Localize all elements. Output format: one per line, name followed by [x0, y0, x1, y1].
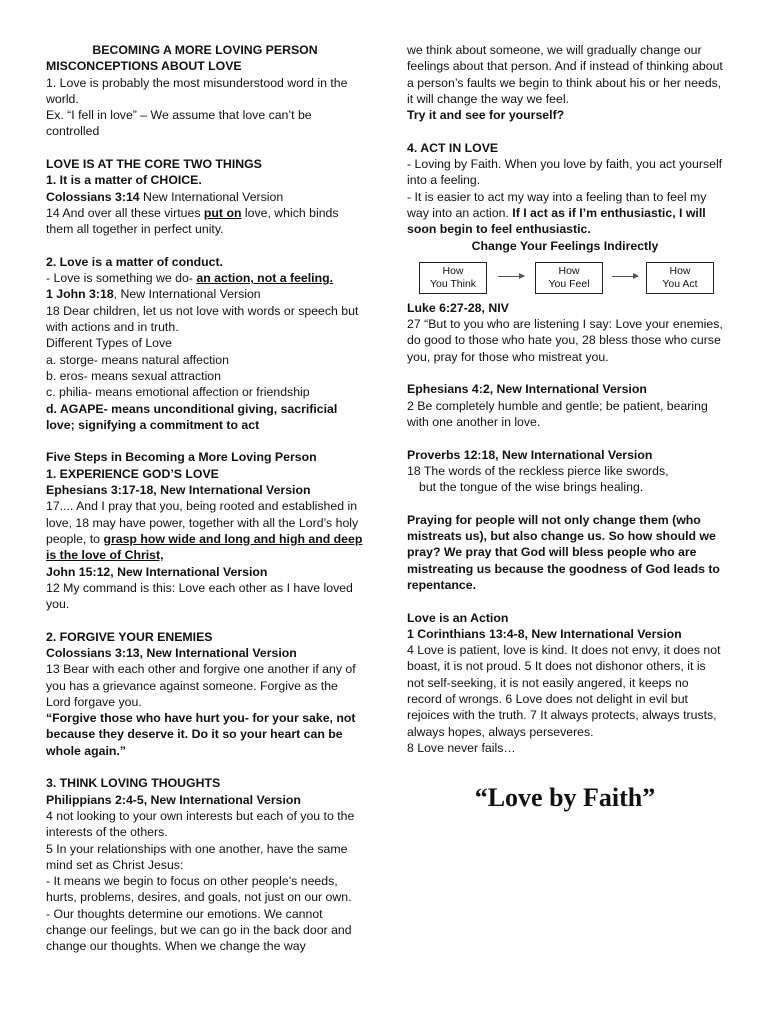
closing-title: “Love by Faith” — [474, 783, 656, 813]
love-action-heading: Love is an Action — [407, 610, 509, 625]
misconceptions-heading: MISCONCEPTIONS ABOUT LOVE — [46, 59, 242, 74]
praying-paragraph: Praying for people will not only change them (who mistreats us), but also change us. So how should we pray? We pray that God will bless people who are mistreating us because the goodness of God leads to repentance. — [407, 512, 720, 592]
five-steps-heading: Five Steps in Becoming a More Loving Person — [46, 450, 317, 465]
document-title: BECOMING A MORE LOVING PERSON — [92, 43, 318, 57]
verse-underline: grasp how wide and long and high and deep is the love of Christ, — [46, 531, 363, 563]
flow-arrow-right-icon — [612, 276, 638, 277]
try-it-line: Try it and see for yourself? — [407, 108, 565, 123]
conduct-heading: 2. Love is a matter of conduct. — [46, 254, 223, 269]
colossians-314-ref: Colossians 3:14 — [46, 189, 140, 204]
colossians-314-version: New International Version — [139, 189, 284, 204]
flow-box-act — [646, 262, 714, 294]
john-318-ref: 1 John 3:18 — [46, 287, 114, 302]
verse-underline: put on — [203, 205, 242, 220]
colossians-314-verse — [46, 205, 364, 238]
proverbs-line-2: but the tongue of the wise brings healing. — [419, 480, 644, 495]
flow-box-text: You Think — [429, 278, 477, 291]
step-2-heading: 2. FORGIVE YOUR ENEMIES — [46, 629, 213, 644]
corinthians-reference: 1 Corinthians 13:4-8, New International Version — [407, 626, 682, 641]
act-point-2 — [407, 189, 723, 238]
verse-text: love, which binds them all together in perfect unity. — [46, 205, 339, 237]
misconception-example: Ex. “I fell in love” – We assume that love can’t be controlled — [46, 108, 312, 139]
colossians-314-reference — [46, 189, 364, 205]
think-point-1: - It means we begin to focus on other people’s needs, hurts, problems, desires, and goals, not just on our own. — [46, 874, 352, 905]
step-4-heading: 4. ACT IN LOVE — [407, 140, 499, 155]
john-318-verse: 18 Dear children, let us not love with words or speech but with actions and in truth. — [46, 303, 359, 335]
flow-box-text: You Feel — [548, 278, 590, 291]
corinthians-verse: 4 Love is patient, love is kind. It does not envy, it does not boast, it is not proud. 5 It does not dishonor others, it is not self-seeking, it is not easily angered, it keeps no record of wrongs. 6 Love does not delight in evil but rejoices with the truth. 7 It always protects, always trusts, always hopes, always perseveres. — [407, 643, 721, 739]
choice-heading: 1. It is a matter of CHOICE. — [46, 173, 202, 188]
forgive-quote: “Forgive those who have hurt you- for your sake, not because they deserve it. Do it so your heart can be whole again.” — [46, 711, 356, 758]
ephesians-317-verse — [46, 498, 364, 563]
ephesians-42-verse: 2 Be completely humble and gentle; be patient, bearing with one another in love. — [407, 398, 708, 429]
step-3-heading: 3. THINK LOVING THOUGHTS — [46, 776, 221, 791]
types-heading: Different Types of Love — [46, 336, 173, 351]
type-eros: b. eros- means sexual attraction — [46, 368, 221, 383]
flow-box-text: How — [669, 264, 691, 277]
think-point-2: - Our thoughts determine our emotions. We cannot change our feelings, but we can go in the back door and change our thoughts. When we change the way — [46, 906, 352, 954]
flow-box-text: You Act — [662, 278, 698, 291]
left-column — [46, 42, 364, 955]
john-1512-reference: John 15:12, New International Version — [46, 564, 268, 579]
core-heading: LOVE IS AT THE CORE TWO THINGS — [46, 157, 262, 172]
verse-text: 17.... And I pray that you, being rooted and established in love, 18 may have power, together with all the Lord’s holy people, to — [46, 499, 359, 546]
act-text: - It is easier to act my way into a feeling than to feel my way into an action. — [407, 189, 707, 220]
luke-verse: 27 “But to you who are listening I say: Love your enemies, do good to those who hate you, 28 bless those who curse you, pray for those who mistreat you. — [407, 317, 723, 364]
conduct-line — [46, 270, 364, 286]
flow-box-text: How — [442, 264, 464, 277]
type-philia: c. philia- means emotional affection or friendship — [46, 385, 310, 400]
flow-box-feel — [535, 262, 603, 294]
john-318-version: , New International Version — [113, 287, 261, 302]
proverbs-line-1: 18 The words of the reckless pierce like swords, — [407, 463, 669, 478]
colossians-313-verse: 13 Bear with each other and forgive one another if any of you has a grievance against someone. Forgive as the Lord forgave you. — [46, 662, 356, 709]
conduct-underline: an action, not a feeling. — [196, 271, 334, 286]
flow-box-think — [419, 262, 487, 294]
ephesians-42-reference: Ephesians 4:2, New International Version — [407, 382, 647, 397]
conduct-text: - Love is something we do- — [46, 271, 197, 286]
john-318-reference — [46, 286, 364, 302]
act-bold: If I act as if I’m enthusiastic, I will soon begin to feel enthusiastic. — [407, 205, 706, 237]
act-point-1: - Loving by Faith. When you love by faith, you act yourself into a feeling. — [407, 157, 723, 188]
luke-reference: Luke 6:27-28, NIV — [407, 300, 509, 315]
philippians-reference: Philippians 2:4-5, New International Version — [46, 792, 301, 807]
type-agape: d. AGAPE- means unconditional giving, sacrificial love; signifying a commitment to act — [46, 401, 338, 432]
john-1512-verse: 12 My command is this: Love each other as I have loved you. — [46, 580, 353, 612]
colossians-313-reference: Colossians 3:13, New International Version — [46, 645, 297, 660]
right-column — [407, 42, 723, 813]
feelings-flow-diagram — [407, 262, 723, 312]
ephesians-317-reference: Ephesians 3:17-18, New International Version — [46, 483, 311, 498]
philippians-verse-4: 4 not looking to your own interests but each of you to the interests of the others. — [46, 808, 355, 840]
flow-box-text: How — [558, 264, 580, 277]
proverbs-reference: Proverbs 12:18, New International Version — [407, 447, 653, 462]
flow-arrow-right-icon — [498, 276, 524, 277]
think-continuation: we think about someone, we will gradually change our feelings about that person. And if instead of thinking about a person’s faults we begin to think about his or her needs, it will change the way we feel. — [407, 43, 723, 106]
diagram-heading: Change Your Feelings Indirectly — [471, 238, 659, 253]
verse-text: 14 And over all these virtues — [46, 205, 204, 220]
type-storge: a. storge- means natural affection — [46, 352, 229, 367]
misconception-1: 1. Love is probably the most misunderstood word in the world. — [46, 75, 348, 106]
step-1-heading: 1. EXPERIENCE GOD’S LOVE — [46, 466, 219, 481]
philippians-verse-5: 5 In your relationships with one another, have the same mind set as Christ Jesus: — [46, 841, 348, 872]
corinthians-verse-8: 8 Love never fails… — [407, 740, 516, 755]
